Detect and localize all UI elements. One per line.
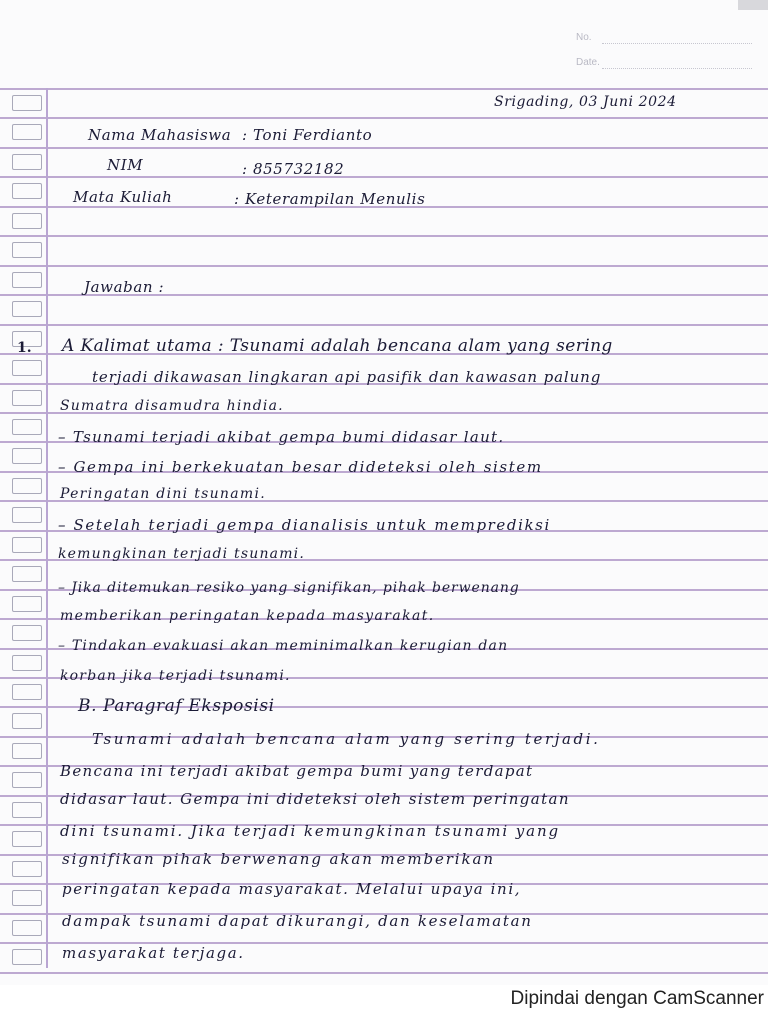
body-line: Sumatra disamudra hindia. bbox=[60, 398, 284, 414]
margin-box bbox=[12, 802, 42, 818]
section-heading: B. Paragraf Eksposisi bbox=[78, 696, 275, 716]
question-number: 1. bbox=[17, 340, 32, 356]
margin-box bbox=[12, 301, 42, 317]
margin-box bbox=[12, 360, 42, 376]
ruled-line bbox=[0, 324, 768, 326]
margin-box bbox=[12, 183, 42, 199]
body-line: terjadi dikawasan lingkaran api pasifik dan kawasan palung bbox=[92, 368, 602, 386]
date-label: Date. bbox=[576, 57, 600, 68]
margin-box bbox=[12, 684, 42, 700]
ruled-line bbox=[0, 972, 768, 974]
course-label: Mata Kuliah bbox=[73, 188, 173, 206]
margin-box bbox=[12, 890, 42, 906]
body-line: Tsunami adalah bencana alam yang sering terjadi. bbox=[92, 730, 601, 748]
ruled-line bbox=[0, 117, 768, 119]
body-line: Bencana ini terjadi akibat gempa bumi yang terdapat bbox=[60, 762, 534, 780]
place-date: Srigading, 03 Juni 2024 bbox=[494, 94, 677, 110]
body-line: kemungkinan terjadi tsunami. bbox=[58, 546, 306, 562]
margin-box bbox=[12, 448, 42, 464]
margin-box bbox=[12, 625, 42, 641]
margin-box bbox=[12, 920, 42, 936]
margin-box bbox=[12, 124, 42, 140]
body-line: dini tsunami. Jika terjadi kemungkinan tsunami yang bbox=[60, 822, 561, 840]
ruled-line bbox=[0, 265, 768, 267]
margin-box bbox=[12, 390, 42, 406]
course-value: : Keterampilan Menulis bbox=[234, 190, 426, 208]
body-line: – Tindakan evakuasi akan meminimalkan kerugian dan bbox=[58, 638, 509, 654]
body-line: masyarakat terjaga. bbox=[62, 944, 245, 962]
answer-label: Jawaban : bbox=[84, 278, 165, 296]
no-label: No. bbox=[576, 32, 592, 43]
margin-box bbox=[12, 478, 42, 494]
body-line: – Gempa ini berkekuatan besar dideteksi oleh sistem bbox=[58, 458, 543, 476]
body-line: didasar laut. Gempa ini dideteksi oleh sistem peringatan bbox=[60, 790, 570, 808]
body-line: – Setelah terjadi gempa dianalisis untuk memprediksi bbox=[58, 516, 551, 534]
body-line: signifikan pihak berwenang akan memberikan bbox=[62, 850, 495, 868]
nim-label: NIM bbox=[107, 156, 144, 174]
margin-box bbox=[12, 537, 42, 553]
body-line: korban jika terjadi tsunami. bbox=[60, 668, 291, 684]
margin-box bbox=[12, 242, 42, 258]
margin-box bbox=[12, 566, 42, 582]
margin-box bbox=[12, 95, 42, 111]
margin-box bbox=[12, 831, 42, 847]
margin-box bbox=[12, 772, 42, 788]
page-corner bbox=[738, 0, 768, 10]
margin-box bbox=[12, 861, 42, 877]
name-value: : Toni Ferdianto bbox=[242, 126, 373, 144]
body-line: Peringatan dini tsunami. bbox=[60, 486, 266, 502]
no-field bbox=[576, 32, 592, 43]
margin-box bbox=[12, 154, 42, 170]
margin-box bbox=[12, 713, 42, 729]
body-line: A Kalimat utama : Tsunami adalah bencana alam yang sering bbox=[62, 336, 613, 356]
margin-line bbox=[46, 88, 48, 968]
margin-box bbox=[12, 419, 42, 435]
body-line: – Jika ditemukan resiko yang signifikan, pihak berwenang bbox=[58, 580, 520, 596]
name-label: Nama Mahasiswa bbox=[88, 126, 232, 144]
margin-box bbox=[12, 949, 42, 965]
date-field bbox=[576, 57, 600, 68]
margin-box bbox=[12, 743, 42, 759]
body-line: dampak tsunami dapat dikurangi, dan keselamatan bbox=[62, 912, 533, 930]
margin-box bbox=[12, 213, 42, 229]
margin-box bbox=[12, 272, 42, 288]
scanner-watermark: Dipindai dengan CamScanner bbox=[510, 988, 764, 1009]
ruled-line bbox=[0, 235, 768, 237]
ruled-line bbox=[0, 176, 768, 178]
ruled-line bbox=[0, 88, 768, 90]
body-line: – Tsunami terjadi akibat gempa bumi didasar laut. bbox=[58, 428, 505, 446]
margin-box bbox=[12, 507, 42, 523]
ruled-line bbox=[0, 147, 768, 149]
margin-box bbox=[12, 596, 42, 612]
margin-box bbox=[12, 655, 42, 671]
body-line: peringatan kepada masyarakat. Melalui upaya ini, bbox=[62, 880, 522, 898]
nim-value: : 855732182 bbox=[242, 160, 345, 178]
body-line: memberikan peringatan kepada masyarakat. bbox=[60, 608, 435, 624]
